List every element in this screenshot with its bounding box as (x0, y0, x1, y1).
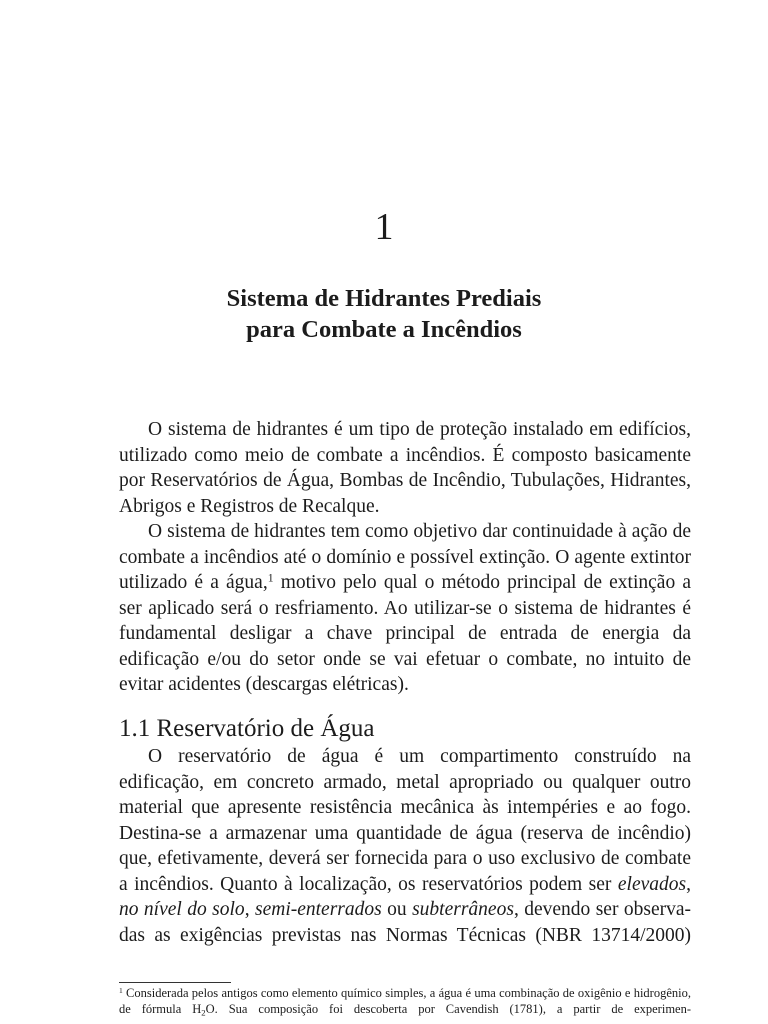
term-subterraneos: subterrâneos (412, 899, 514, 920)
section-body (119, 744, 691, 948)
footnote-subscript: 2 (201, 1007, 206, 1018)
footnote-divider (119, 982, 231, 983)
footnote-marker: 1 (119, 985, 123, 995)
chapter-title (0, 283, 768, 345)
section-paragraph-1 (119, 744, 691, 948)
intro-paragraph-2-text-b: motivo pelo qual o método principal de extinção a ser aplicado será o resfriamento. Ao utilizar-se o sistema de hidrantes é fundamental desligar a chave principal de entrada de energia da edificação e/ou do setor onde se vai efetuar o combate, no intuito de evitar acidentes (descargas elétricas). (119, 572, 691, 695)
footnote-text-b: O. Sua composição foi descoberta por Cavendish (1781), a partir de experimen- (205, 1002, 691, 1016)
section-heading: 1.1 Reservatório de Água (119, 715, 375, 742)
term-elevados: elevados (617, 873, 687, 895)
intro-paragraph-2 (119, 519, 691, 698)
separator-1: , (686, 873, 691, 895)
intro-text (119, 417, 691, 698)
intro-paragraph-1: O sistema de hidrantes é um tipo de proteção instalado em edifícios, utilizado como meio de combate a incêndios. É composto basicamente por Reservatórios de Água, Bombas de Incêndio, Tubulações, Hidrantes, Abrigos e Registros de Recalque. (119, 419, 691, 517)
footnote-reference: 1 (267, 571, 274, 585)
separator-3: ou (381, 899, 413, 920)
section-text-b: , devendo ser observadas as exigências previstas nas Normas Técnicas (NBR 13714/2000) (119, 899, 692, 946)
chapter-title-line-1: Sistema de Hidrantes Prediais (226, 285, 542, 312)
chapter-title-line-2: para Combate a Incêndios (246, 316, 522, 343)
term-semi-enterrados: semi-enterrados (255, 899, 382, 920)
chapter-number: 1 (374, 206, 394, 248)
intro-paragraph-2-text-a: O sistema de hidrantes tem como objetivo dar continuidade à ação de combate a incêndios até o domínio e possível extinção. O agente extintor utilizado é a água, (119, 521, 691, 593)
section-text-a: O reservatório de água é um compartimento construído na edificação, em concreto armado, metal apropriado ou qualquer outro material que apresente resistência mecânica às intempéries e ao fogo. Destina-se a armazenar uma quantidade de água (reserva de incêndio) que, efetivamente, deverá ser fornecida para o uso exclusivo de combate a incêndios. Quanto à localização, os reservatórios podem ser (119, 746, 691, 895)
separator-2: , (244, 899, 255, 920)
term-nivel-do-solo: no nível do solo (119, 899, 245, 920)
footnote-text-a: Considerada pelos antigos como elemento químico simples, a água é uma combinação de oxigênio e hidrogênio, de fórmula H (119, 986, 691, 1016)
footnote (119, 985, 691, 1017)
